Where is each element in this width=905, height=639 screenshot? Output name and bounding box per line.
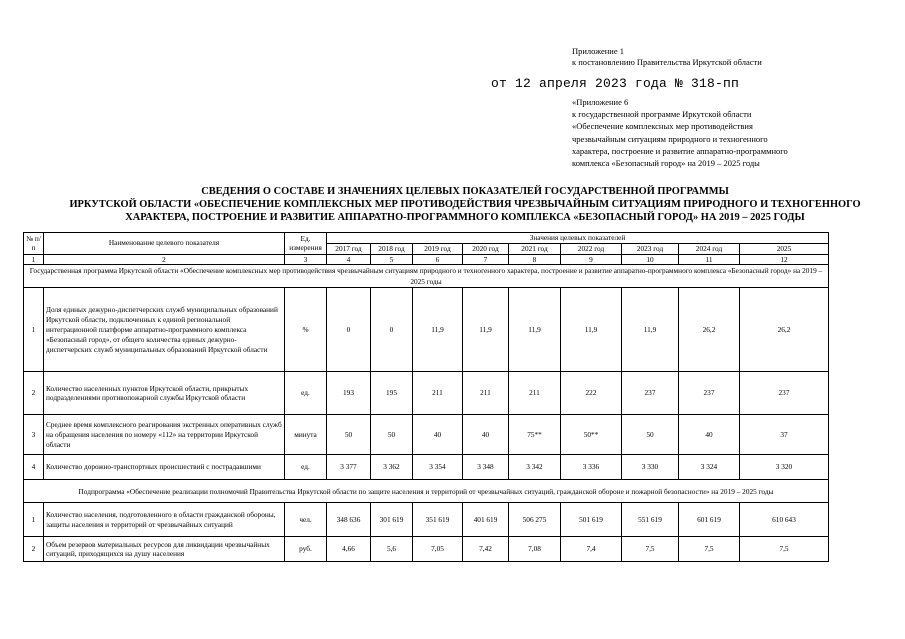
column-number: 12 bbox=[740, 254, 829, 265]
indicator-unit: % bbox=[285, 288, 327, 372]
indicator-value: 50 bbox=[622, 415, 679, 455]
appendix6-line: «Приложение 6 bbox=[572, 97, 629, 107]
header-year: 2020 год bbox=[463, 243, 509, 254]
indicator-value: 26,2 bbox=[740, 288, 829, 372]
header-name: Наименование целевого показателя bbox=[44, 233, 285, 255]
indicator-name: Количество дорожно-транспортных происшествий с пострадавшими bbox=[44, 455, 285, 480]
indicator-value: 301 619 bbox=[371, 503, 413, 537]
indicator-value: 501 619 bbox=[561, 503, 622, 537]
indicator-value: 3 362 bbox=[371, 455, 413, 480]
indicator-value: 40 bbox=[413, 415, 463, 455]
indicator-value: 50 bbox=[371, 415, 413, 455]
appendix6-line: «Обеспечение комплексных мер противодействия bbox=[572, 121, 753, 132]
title-line: СВЕДЕНИЯ О СОСТАВЕ И ЗНАЧЕНИЯХ ЦЕЛЕВЫХ ПОКАЗАТЕЛЕЙ ГОСУДАРСТВЕННОЙ ПРОГРАММЫ bbox=[201, 186, 729, 197]
row-num: 1 bbox=[24, 503, 44, 537]
indicator-value: 506 275 bbox=[509, 503, 561, 537]
row-num: 2 bbox=[24, 537, 44, 562]
indicator-value: 37 bbox=[740, 415, 829, 455]
indicator-value: 237 bbox=[740, 372, 829, 415]
indicator-value: 3 354 bbox=[413, 455, 463, 480]
header-year: 2021 год bbox=[509, 243, 561, 254]
indicator-value: 601 619 bbox=[679, 503, 740, 537]
indicator-value: 3 377 bbox=[327, 455, 371, 480]
indicator-name: Количество населенных пунктов Иркутской области, прикрытых подразделениями противопожарной службы Иркутской области bbox=[44, 372, 285, 415]
column-number: 11 bbox=[679, 254, 740, 265]
table-row bbox=[24, 503, 829, 537]
indicator-value: 0 bbox=[327, 288, 371, 372]
indicator-value: 3 348 bbox=[463, 455, 509, 480]
table-row bbox=[24, 372, 829, 415]
indicator-value: 11,9 bbox=[463, 288, 509, 372]
indicator-unit: ед. bbox=[285, 372, 327, 415]
indicator-value: 11,9 bbox=[509, 288, 561, 372]
header-year: 2024 год bbox=[679, 243, 740, 254]
section-row bbox=[24, 480, 829, 503]
indicator-unit: минута bbox=[285, 415, 327, 455]
indicator-value: 26,2 bbox=[679, 288, 740, 372]
header-year: 2017 год bbox=[327, 243, 371, 254]
indicator-name: Среднее время комплексного реагирования экстренных оперативных служб на обращения населения по номеру «112» на территории Иркутской области bbox=[44, 415, 285, 455]
appendix6-line: к государственной программе Иркутской области bbox=[572, 109, 752, 120]
indicator-value: 237 bbox=[622, 372, 679, 415]
indicator-value: 3 336 bbox=[561, 455, 622, 480]
indicator-value: 75** bbox=[509, 415, 561, 455]
indicator-value: 11,9 bbox=[622, 288, 679, 372]
indicator-value: 348 636 bbox=[327, 503, 371, 537]
header-values-group: Значения целевых показателей bbox=[327, 233, 829, 244]
indicator-value: 7,5 bbox=[679, 537, 740, 562]
appendix6-line: характера, построение и развитие аппаратно-программного bbox=[572, 145, 788, 156]
indicator-name: Доля единых дежурно-диспетчерских служб муниципальных образований Иркутской области, подключенных к единой региональной интеграционной платформе аппаратно-программного комплекса «Безопасный город», от общего количества единых дежурно-диспетчерских служб муниципальных образований Иркутской области bbox=[44, 288, 285, 372]
indicator-unit: чел. bbox=[285, 503, 327, 537]
column-number: 1 bbox=[24, 254, 44, 265]
appendix-line: к постановлению Правительства Иркутской области bbox=[572, 57, 762, 68]
table-row bbox=[24, 537, 829, 562]
table-row bbox=[24, 288, 829, 372]
row-num: 3 bbox=[24, 415, 44, 455]
indicator-value: 50 bbox=[327, 415, 371, 455]
indicators-table bbox=[23, 232, 829, 562]
row-num: 1 bbox=[24, 288, 44, 372]
title-line: ИРКУТСКОЙ ОБЛАСТИ «ОБЕСПЕЧЕНИЕ КОМПЛЕКСНЫХ МЕР ПРОТИВОДЕЙСТВИЯ ЧРЕЗВЫЧАЙНЫМ СИТУАЦИЯМ ПРИРОДНОГО И ТЕХНОГЕННОГО bbox=[69, 199, 861, 211]
indicator-value: 211 bbox=[413, 372, 463, 415]
column-number: 9 bbox=[561, 254, 622, 265]
indicator-value: 3 342 bbox=[509, 455, 561, 480]
section-title: Подпрограмма «Обеспечение реализации полномочий Правительства Иркутской области по защите населения и территорий от чрезвычайных ситуаций, гражданской обороне и пожарной безопасности» на 2019 – 2025 годы bbox=[24, 480, 829, 503]
indicator-value: 40 bbox=[463, 415, 509, 455]
column-numbers-row bbox=[24, 254, 829, 265]
indicator-value: 4,66 bbox=[327, 537, 371, 562]
indicator-value: 351 619 bbox=[413, 503, 463, 537]
row-num: 2 bbox=[24, 372, 44, 415]
indicator-value: 7,5 bbox=[622, 537, 679, 562]
indicator-value: 193 bbox=[327, 372, 371, 415]
appendix6-line: комплекса «Безопасный город» на 2019 – 2025 годы bbox=[572, 158, 760, 169]
indicator-value: 11,9 bbox=[561, 288, 622, 372]
indicator-value: 195 bbox=[371, 372, 413, 415]
header-num: № п/п bbox=[24, 233, 44, 255]
column-number: 8 bbox=[509, 254, 561, 265]
title-line: ХАРАКТЕРА, ПОСТРОЕНИЕ И РАЗВИТИЕ АППАРАТНО-ПРОГРАММНОГО КОМПЛЕКСА «БЕЗОПАСНЫЙ ГОРОД» НА 2019 – 2025 ГОДЫ bbox=[125, 212, 805, 224]
indicator-value: 11,9 bbox=[413, 288, 463, 372]
column-number: 3 bbox=[285, 254, 327, 265]
indicator-value: 5,6 bbox=[371, 537, 413, 562]
header-year: 2022 год bbox=[561, 243, 622, 254]
indicator-value: 0 bbox=[371, 288, 413, 372]
column-number: 7 bbox=[463, 254, 509, 265]
row-num: 4 bbox=[24, 455, 44, 480]
column-number: 2 bbox=[44, 254, 285, 265]
appendix6-header bbox=[572, 96, 902, 169]
indicator-name: Объем резервов материальных ресурсов для ликвидации чрезвычайных ситуаций, приходящихся на душу населения bbox=[44, 537, 285, 562]
header-row bbox=[24, 233, 829, 244]
indicator-value: 3 330 bbox=[622, 455, 679, 480]
header-year: 2025 bbox=[740, 243, 829, 254]
table-row bbox=[24, 415, 829, 455]
indicator-value: 7,5 bbox=[740, 537, 829, 562]
indicator-value: 7,08 bbox=[509, 537, 561, 562]
document-title bbox=[20, 185, 905, 225]
indicator-value: 40 bbox=[679, 415, 740, 455]
appendix6-line: чрезвычайным ситуациям природного и техногенного bbox=[572, 133, 768, 144]
appendix-header bbox=[572, 46, 892, 69]
indicator-unit: руб. bbox=[285, 537, 327, 562]
indicator-value: 211 bbox=[509, 372, 561, 415]
section-title: Государственная программа Иркутской области «Обеспечение комплексных мер противодействия чрезвычайным ситуациям природного и техногенного характера, построение и развитие аппаратно-программного комплекса «Безопасный город» на 2019 – 2025 годы bbox=[24, 265, 829, 288]
header-year: 2018 год bbox=[371, 243, 413, 254]
indicator-value: 7,05 bbox=[413, 537, 463, 562]
column-number: 5 bbox=[371, 254, 413, 265]
header-year: 2023 год bbox=[622, 243, 679, 254]
indicator-value: 3 320 bbox=[740, 455, 829, 480]
column-number: 4 bbox=[327, 254, 371, 265]
indicator-value: 3 324 bbox=[679, 455, 740, 480]
indicator-value: 401 619 bbox=[463, 503, 509, 537]
indicator-unit: ед. bbox=[285, 455, 327, 480]
indicator-name: Количество населения, подготовленного в области гражданской обороны, защиты населения и территорий от чрезвычайных ситуаций bbox=[44, 503, 285, 537]
indicator-value: 211 bbox=[463, 372, 509, 415]
indicator-value: 7,42 bbox=[463, 537, 509, 562]
indicator-value: 50** bbox=[561, 415, 622, 455]
section-row bbox=[24, 265, 829, 288]
column-number: 6 bbox=[413, 254, 463, 265]
indicator-value: 7,4 bbox=[561, 537, 622, 562]
table-row bbox=[24, 455, 829, 480]
appendix-line: Приложение 1 bbox=[572, 46, 624, 56]
table-body bbox=[24, 233, 829, 562]
decree-stamp: от 12 апреля 2023 года № 318-пп bbox=[491, 76, 740, 91]
header-unit: Ед. измерения bbox=[285, 233, 327, 255]
column-number: 10 bbox=[622, 254, 679, 265]
indicator-value: 610 643 bbox=[740, 503, 829, 537]
indicator-value: 551 619 bbox=[622, 503, 679, 537]
indicator-value: 237 bbox=[679, 372, 740, 415]
indicator-value: 222 bbox=[561, 372, 622, 415]
header-year: 2019 год bbox=[413, 243, 463, 254]
